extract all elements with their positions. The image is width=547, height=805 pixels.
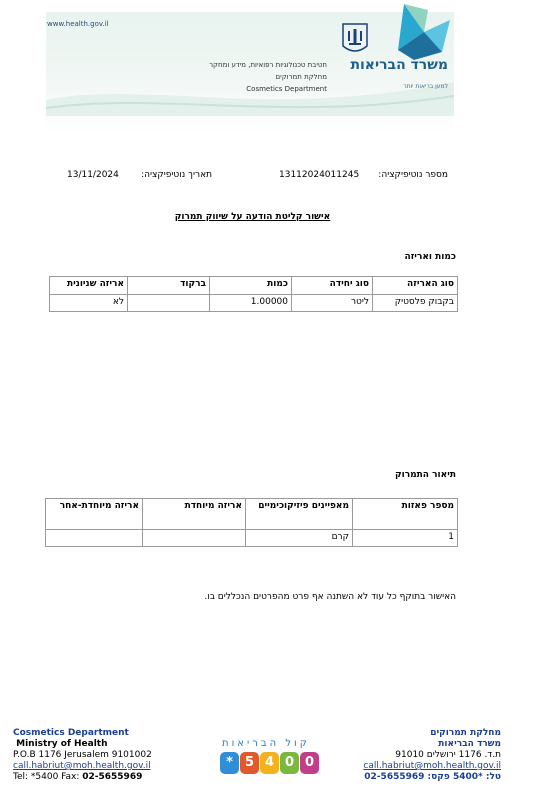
table-cell [143,530,246,547]
footer-email-link-he[interactable]: call.habriut@moh.health.gov.il [363,761,501,771]
document-title: אישור קליטת הודעה על שיווק תמרוק [174,212,331,222]
notification-number-label: מספר נוטיפיקציה: [378,170,448,180]
quantity-table [49,276,458,312]
table-row [50,295,458,312]
table-cell: 1 [353,530,458,547]
footer-department-he: מחלקת תמרוקים [430,728,501,738]
department-name-en: Cosmetics Department [246,85,327,93]
table-header-row [46,499,458,530]
notification-date-value: 13/11/2024 [67,170,119,180]
kol-habriut-digit: 5 [240,752,259,774]
state-emblem-icon [340,22,370,56]
kol-habriut-digit: 4 [260,752,279,774]
footer-contact-en [13,728,152,783]
footer-tel-he: טל: *5400 פקס: 02-5655969 [364,772,501,782]
column-header: אריזה שניונית [50,277,128,295]
footer-fax-en: 02-5655969 [82,772,143,782]
ministry-name: משרד הבריאות [350,57,448,73]
footer-ministry-he: משרד הבריאות [438,739,501,749]
division-name: חטיבת טכנולוגיות רפואיות, מידע ומחקר [209,61,327,69]
notification-date-label: תאריך נוטיפיקציה: [141,170,212,180]
description-table [45,498,458,547]
column-header: מספר פאזות [353,499,458,530]
ministry-logo-icon [384,4,450,60]
table-row [46,530,458,547]
quantity-section-title: כמות ואריזה [404,252,456,262]
kol-habriut-digit: 0 [280,752,299,774]
kol-habriut-digit: 0 [300,752,319,774]
notification-number-value: 13112024011245 [279,170,360,180]
footer-ministry-en: Ministry of Health [13,739,108,749]
footer-tel-en: Tel: *5400 Fax: [13,772,83,782]
column-header: סוג האריזה [373,277,458,295]
table-cell: בקבוק פלסטיק [373,295,458,312]
table-cell: ליטר [292,295,373,312]
column-header: כמות [210,277,292,295]
footer-department-en: Cosmetics Department [13,728,129,738]
footer-email-link-en[interactable]: call.habriut@moh.health.gov.il [13,761,151,771]
column-header: אריזה מיוחדת-אחר [46,499,143,530]
footer-address-en: P.O.B 1176 Jerusalem 9101002 [13,750,152,760]
table-cell [46,530,143,547]
column-header: מאפיינים פיזיקוכימיים [246,499,353,530]
kol-habriut-digit: * [220,752,239,774]
column-header: ברקוד [128,277,210,295]
kol-habriut-number-badge [220,752,320,774]
column-header: אריזה מיוחדת [143,499,246,530]
site-url[interactable]: www.health.gov.il [47,20,109,28]
approval-note: האישור בתוקף כל עוד לא השתנה אף פרט מהפרטים הנכללים בו. [204,592,456,602]
table-header-row [50,277,458,295]
column-header: סוג יחידה [292,277,373,295]
description-section-title: תיאור התמרוק [395,470,456,480]
header-wave-decoration [46,70,454,116]
footer-contact-he [363,728,501,783]
department-name-he: מחלקת תמרוקים [275,73,327,81]
kol-habriut-label: קול הבריאות [222,738,310,749]
table-cell [128,295,210,312]
footer-address-he: ת.ד. 1176 ירושלים 91010 [395,750,501,760]
table-cell: 1.00000 [210,295,292,312]
ministry-slogan: למען בריאות יותר [403,83,448,90]
table-cell: לא [50,295,128,312]
table-cell: קרם [246,530,353,547]
